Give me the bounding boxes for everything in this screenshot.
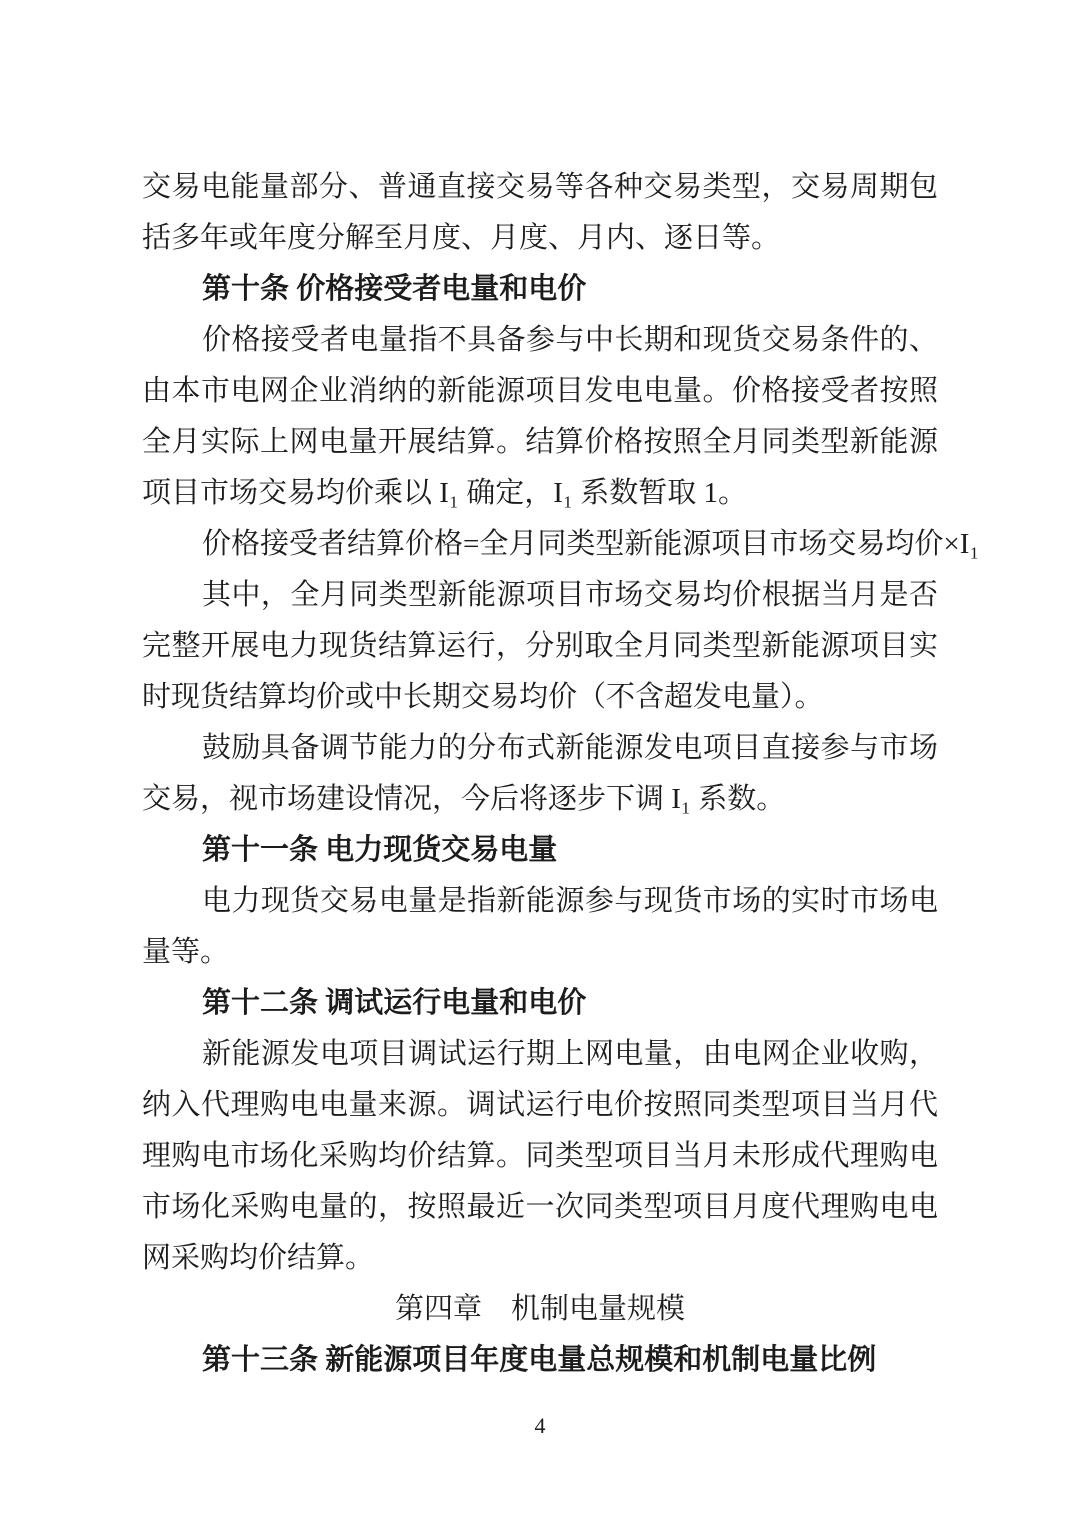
text-line: 价格接受者电量指不具备参与中长期和现货交易条件的、 bbox=[202, 324, 938, 356]
heading-chapter-4: 第四章 机制电量规模 bbox=[394, 1293, 685, 1325]
heading-article-13: 第十三条 新能源项目年度电量总规模和机制电量比例 bbox=[202, 1344, 877, 1376]
text-line: 其中，全月同类型新能源项目市场交易均价根据当月是否 bbox=[202, 579, 938, 611]
text-line: 括多年或年度分解至月度、月度、月内、逐日等。 bbox=[142, 222, 781, 254]
text-line: 网采购均价结算。 bbox=[142, 1242, 375, 1274]
heading-article-12: 第十二条 调试运行电量和电价 bbox=[202, 987, 587, 1019]
text-line: 完整开展电力现货结算运行，分别取全月同类型新能源项目实 bbox=[142, 630, 938, 662]
text-line: 市场化采购电量的，按照最近一次同类型项目月度代理购电电 bbox=[142, 1191, 938, 1223]
text-line: 项目市场交易均价乘以 I₁ 确定，I₁ 系数暂取 1。 bbox=[142, 477, 748, 509]
text-line: 交易，视市场建设情况，今后将逐步下调 I₁ 系数。 bbox=[142, 783, 786, 815]
page-number: 4 bbox=[534, 1413, 546, 1438]
text-line: 新能源发电项目调试运行期上网电量，由电网企业收购， bbox=[202, 1038, 938, 1070]
text-line: 量等。 bbox=[142, 936, 230, 968]
text-line: 全月实际上网电量开展结算。结算价格按照全月同类型新能源 bbox=[142, 426, 938, 458]
formula-line: 价格接受者结算价格=全月同类型新能源项目市场交易均价×I₁ bbox=[202, 528, 980, 560]
text-line: 鼓励具备调节能力的分布式新能源发电项目直接参与市场 bbox=[202, 732, 938, 764]
text-line: 电力现货交易电量是指新能源参与现货市场的实时市场电 bbox=[202, 885, 938, 917]
text-line: 理购电市场化采购均价结算。同类型项目当月未形成代理购电 bbox=[142, 1140, 938, 1172]
text-line: 由本市电网企业消纳的新能源项目发电电量。价格接受者按照 bbox=[142, 375, 938, 407]
text-line: 交易电能量部分、普通直接交易等各种交易类型，交易周期包 bbox=[142, 171, 938, 203]
text-line: 纳入代理购电电量来源。调试运行电价按照同类型项目当月代 bbox=[142, 1089, 938, 1121]
text-line: 时现货结算均价或中长期交易均价（不含超发电量）。 bbox=[142, 681, 824, 713]
heading-article-10: 第十条 价格接受者电量和电价 bbox=[202, 273, 587, 305]
heading-article-11: 第十一条 电力现货交易电量 bbox=[202, 834, 558, 866]
document-body bbox=[142, 162, 980, 1386]
